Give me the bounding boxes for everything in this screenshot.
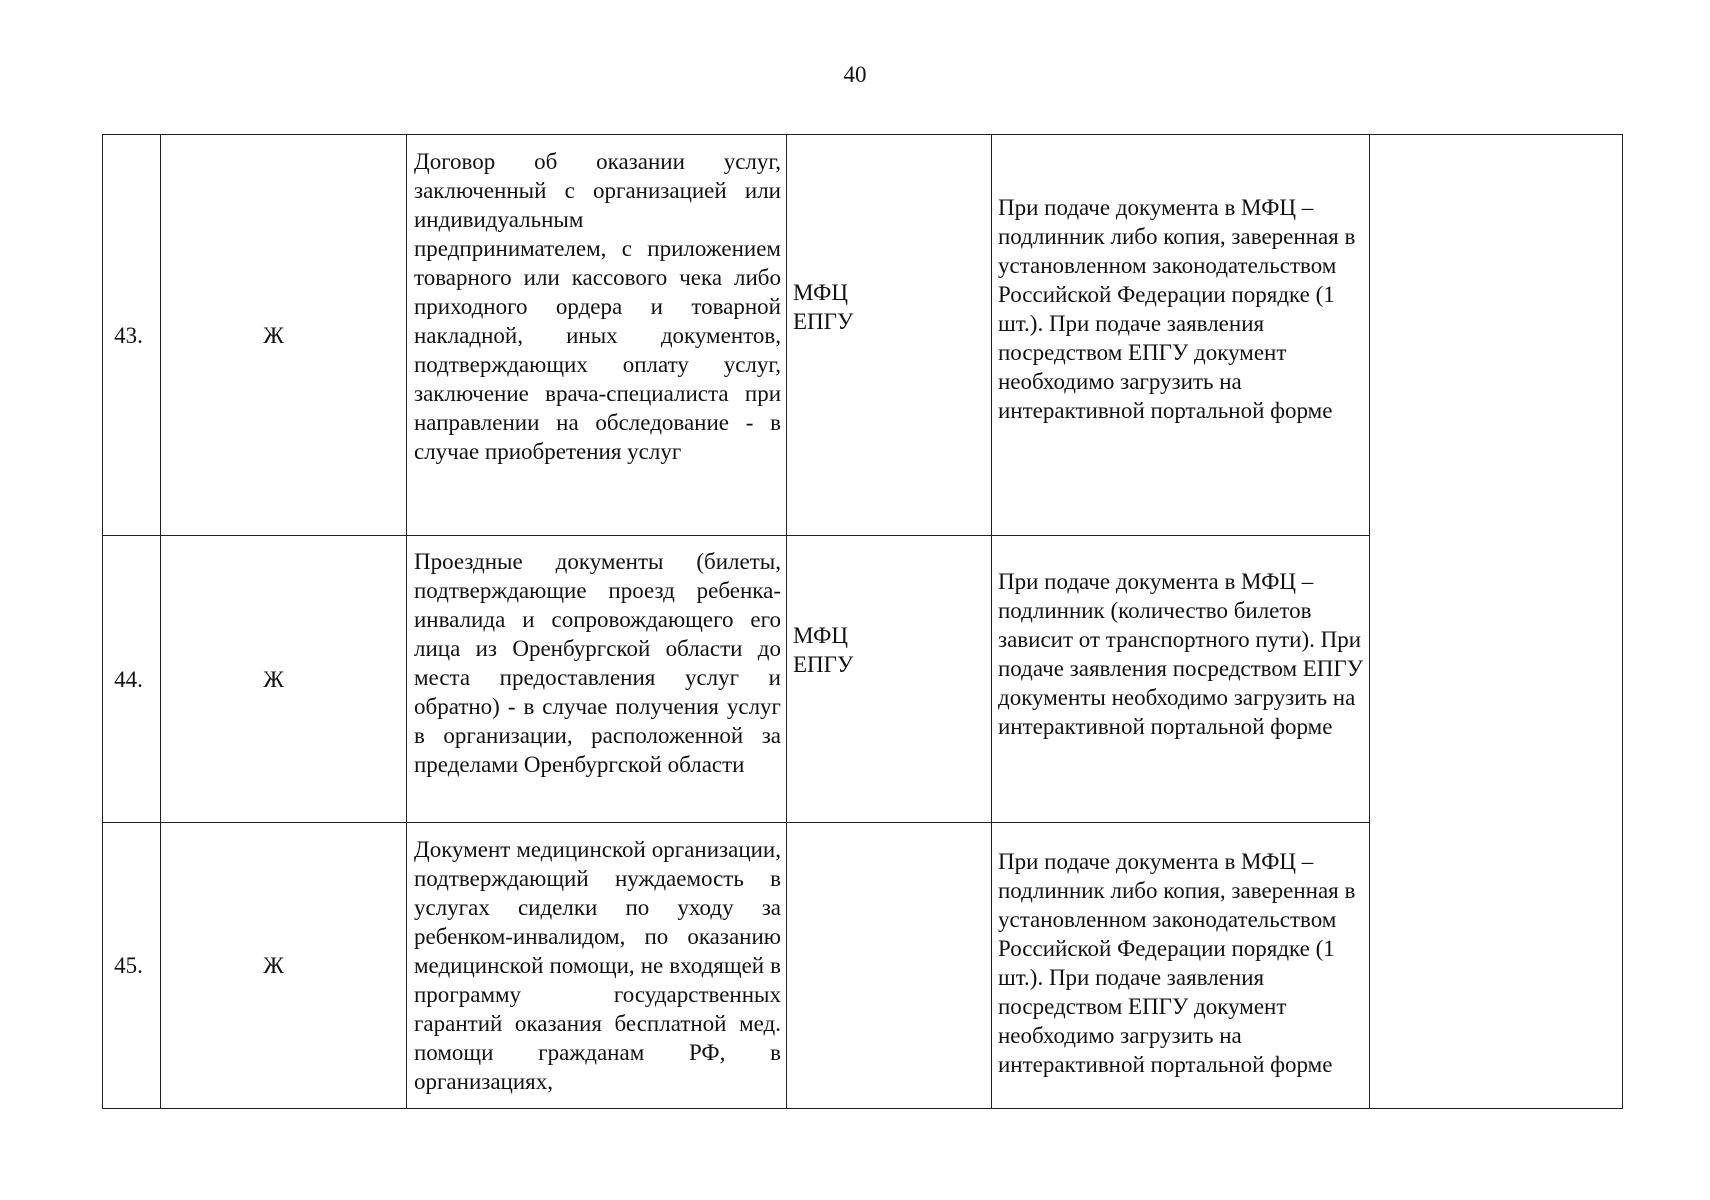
document-description-cell: [407, 536, 787, 823]
row-number: 43.: [114, 322, 143, 348]
document-description-cell: [407, 823, 787, 1109]
category-code: Ж: [263, 953, 284, 978]
empty-column-cell: [1370, 135, 1623, 1109]
documents-table: [102, 134, 1623, 1109]
table-row: [103, 135, 1623, 536]
document-description-cell: [407, 135, 787, 536]
submission-channel: МФЦ ЕПГУ: [793, 280, 854, 334]
category-code: Ж: [263, 666, 284, 692]
submission-note-cell: [992, 823, 1370, 1109]
submission-note-cell: [992, 536, 1370, 823]
row-number-cell: [103, 823, 161, 1109]
row-number-cell: [103, 135, 161, 536]
submission-note: При подаче документа в МФЦ – подлинник (количество билетов зависит от транспортного пути). При подаче заявления посредством ЕПГУ документы необходимо загрузить на интерактивной портальной форме: [998, 569, 1363, 739]
submission-channel: МФЦ ЕПГУ: [793, 623, 854, 677]
category-code-cell: [161, 135, 407, 536]
submission-channel-cell: [787, 823, 992, 1109]
submission-note: При подаче документа в МФЦ – подлинник либо копия, заверенная в установленном законодательством Российской Федерации порядке (1 шт.). При подаче заявления посредством ЕПГУ документ необходимо загрузить на интерактивной портальной форме: [998, 849, 1356, 1077]
document-description: Проездные документы (билеты, подтверждающие проезд ребенка-инвалида и сопровождающего его лица из Оренбургской области до места предоставления услуг и обратно) - в случае получения услуг в организации, расположенной за пределами Оренбургской области: [414, 549, 781, 777]
document-description: Документ медицинской организации, подтверждающий нуждаемость в услугах сиделки по уходу за ребенком-инвалидом, по оказанию медицинской помощи, не входящей в программу государственных гарантий оказания бесплатной мед. помощи гражданам РФ, в организациях,: [414, 837, 781, 1094]
row-number: 45.: [114, 953, 143, 978]
category-code: Ж: [263, 322, 284, 348]
submission-channel-cell: [787, 536, 992, 823]
submission-note: При подаче документа в МФЦ – подлинник либо копия, заверенная в установленном законодательством Российской Федерации порядке (1 шт.). При подаче заявления посредством ЕПГУ документ необходимо загрузить на интерактивной портальной форме: [998, 195, 1356, 423]
row-number: 44.: [114, 666, 143, 692]
submission-channel-cell: [787, 135, 992, 536]
document-description: Договор об оказании услуг, заключенный с организацией или индивидуальным предпринимателем, с приложением товарного или кассового чека либо приходного ордера и товарной накладной, иных документов, подтверждающих оплату услуг, заключение врача-специалиста при направлении на обследование - в случае приобретения услуг: [414, 149, 781, 464]
category-code-cell: [161, 536, 407, 823]
submission-note-cell: [992, 135, 1370, 536]
row-number-cell: [103, 536, 161, 823]
category-code-cell: [161, 823, 407, 1109]
page-number: 40: [843, 62, 867, 87]
